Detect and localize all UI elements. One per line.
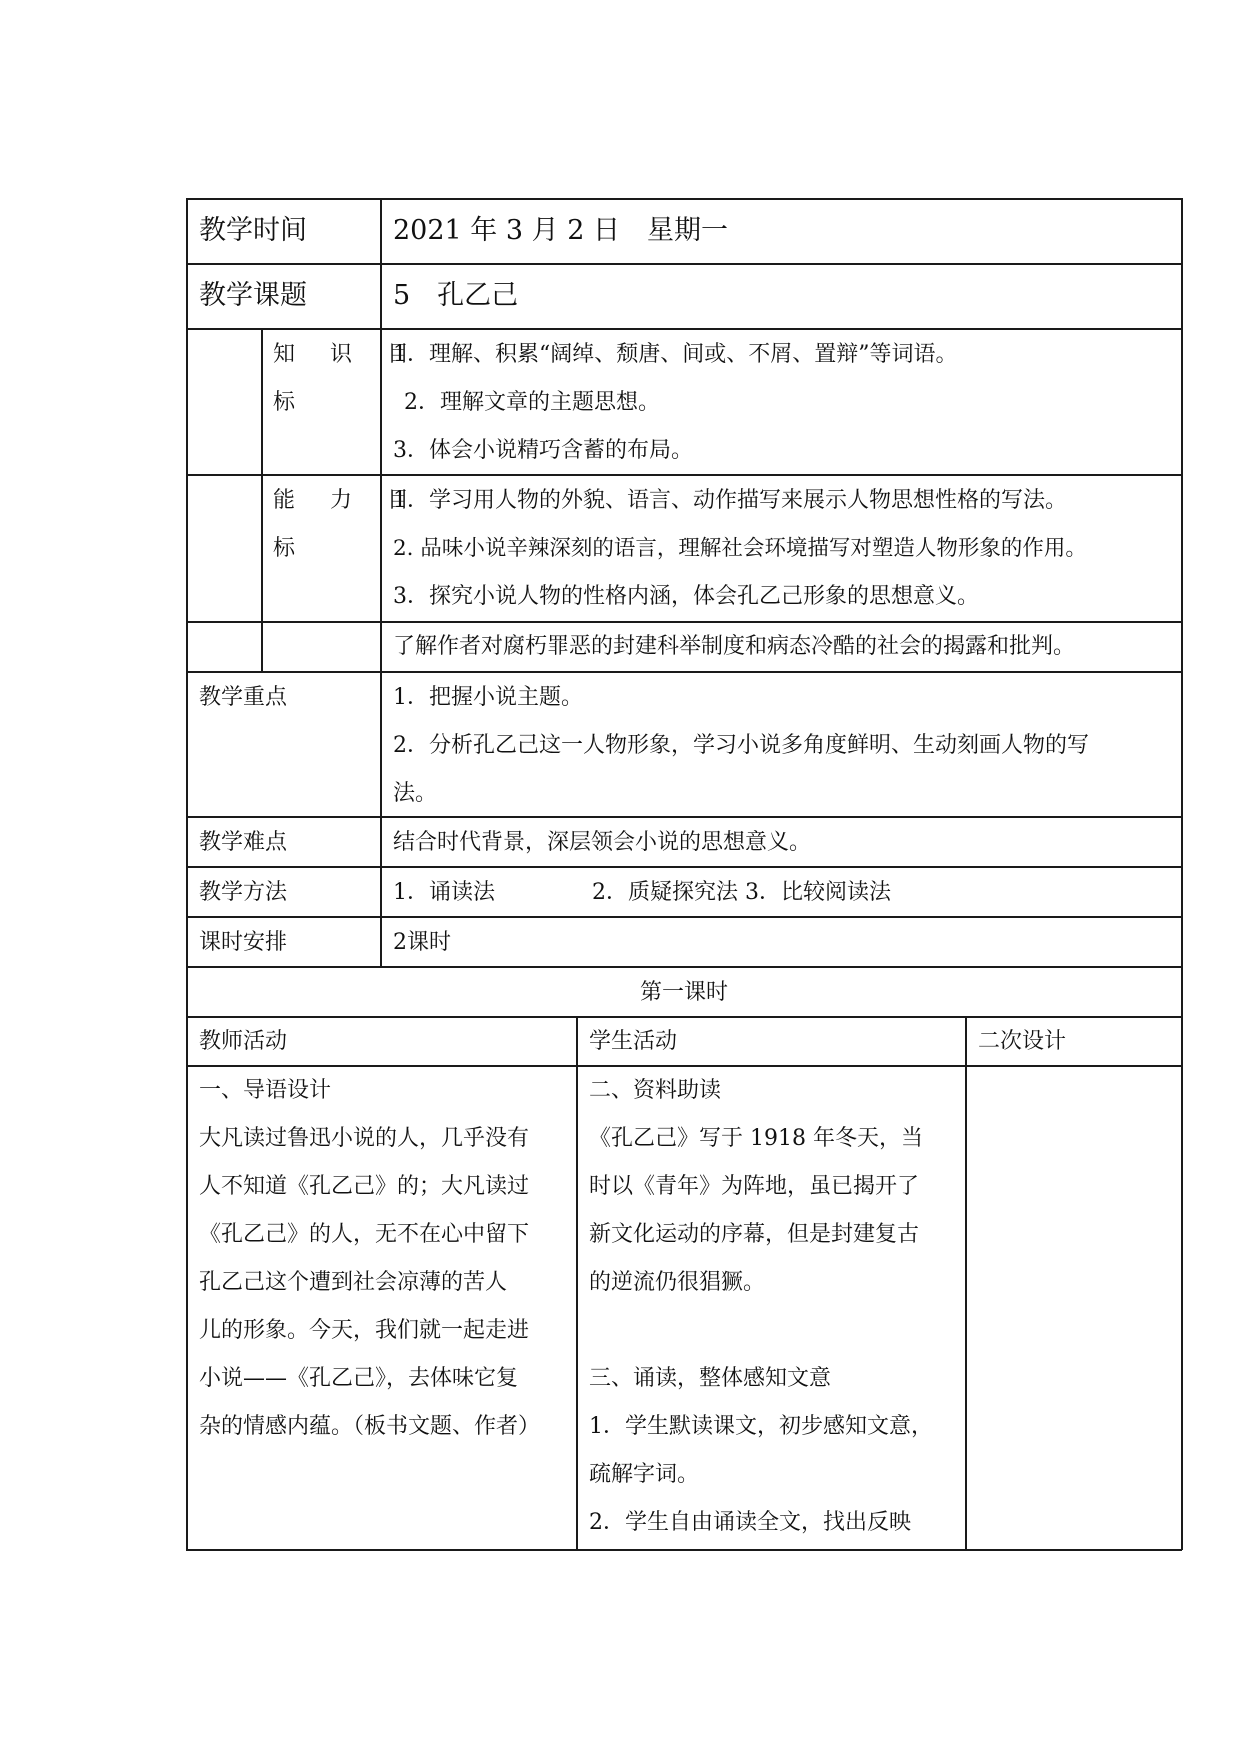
table-row-line	[186, 474, 1182, 476]
table-row-line	[186, 621, 1182, 623]
table-row-line	[186, 816, 1182, 818]
lesson-title: 第一课时	[639, 980, 728, 1005]
teacher-activity-line: 小说——《孔乙己》，去体味它复	[199, 1366, 519, 1391]
ability-goal-item: 1．学习用人物的外貌、语言、动作描写来展示人物思想性格的写法。	[393, 488, 1067, 513]
teacher-activity-line: 一、导语设计	[199, 1078, 332, 1103]
student-activity-line: 三、诵读，整体感知文意	[589, 1366, 832, 1391]
table-row-line	[186, 966, 1182, 968]
column-header-student: 学生活动	[589, 1029, 678, 1054]
table-row-line	[186, 328, 1182, 330]
knowledge-goal-item: 2．理解文章的主题思想。	[404, 390, 660, 415]
difficulty-label: 教学难点	[199, 830, 288, 855]
column-header-teacher: 教师活动	[199, 1029, 288, 1054]
teaching-topic-value: 5 孔乙己	[393, 280, 519, 311]
teacher-activity-line: 儿的形象。今天，我们就一起走进	[199, 1318, 530, 1343]
method-label: 教学方法	[199, 880, 288, 905]
knowledge-goal-label: 知 识 目	[273, 342, 423, 367]
table-border-right	[1181, 198, 1183, 1550]
difficulty-text: 结合时代背景，深层领会小说的思想意义。	[393, 830, 812, 855]
student-activity-line: 新文化运动的序幕，但是封建复古	[589, 1222, 920, 1247]
table-row-line	[186, 263, 1182, 265]
knowledge-goal-item: 3．体会小说精巧含蓄的布局。	[393, 438, 693, 463]
teaching-topic-label: 教学课题	[199, 280, 307, 311]
teacher-activity-line: 大凡读过鲁迅小说的人，几乎没有	[199, 1126, 530, 1151]
table-row-line	[186, 866, 1182, 868]
knowledge-goal-item: 1．理解、积累“阔绰、颓唐、间或、不屑、置辩”等词语。	[393, 342, 958, 367]
ability-goal-item: 2. 品味小说辛辣深刻的语言，理解社会环境描写对塑造人物形象的作用。	[393, 536, 1087, 561]
ability-goal-label: 能 力 目	[273, 488, 423, 513]
table-row-line	[186, 916, 1182, 918]
table-col-line	[261, 328, 263, 671]
student-activity-line: 二、资料助读	[589, 1078, 722, 1103]
table-row-line	[186, 1016, 1182, 1018]
student-activity-line: 时以《青年》为阵地，虽已揭开了	[589, 1174, 920, 1199]
table-border-top	[186, 198, 1182, 200]
teaching-time-value: 2021 年 3 月 2 日 星期一	[393, 215, 728, 246]
knowledge-goal-label-2: 标	[273, 390, 296, 415]
key-points-label: 教学重点	[199, 685, 288, 710]
table-border-left	[186, 198, 188, 1550]
student-activity-line: 《孔乙己》写于 1918 年冬天，当	[589, 1126, 923, 1151]
table-border-bottom	[186, 1549, 1182, 1551]
table-col-line	[380, 198, 382, 966]
student-activity-line: 疏解字词。	[589, 1462, 700, 1487]
schedule-value: 2课时	[393, 930, 451, 955]
method-item-2: 2．质疑探究法 3．比较阅读法	[592, 880, 891, 905]
student-activity-line: 2．学生自由诵读全文，找出反映	[589, 1510, 911, 1535]
teacher-activity-line: 杂的情感内蕴。（板书文题、作者）	[199, 1414, 541, 1439]
table-row-line	[186, 671, 1182, 673]
column-header-redesign: 二次设计	[978, 1029, 1067, 1054]
teaching-time-label: 教学时间	[199, 215, 307, 246]
key-points-line: 1．把握小说主题。	[393, 685, 583, 710]
student-activity-line: 1．学生默读课文，初步感知文意，	[589, 1414, 933, 1439]
teacher-activity-line: 人不知道《孔乙己》的；大凡读过	[199, 1174, 530, 1199]
key-points-line: 2．分析孔乙己这一人物形象，学习小说多角度鲜明、生动刻画人物的写	[393, 733, 1089, 758]
table-col-line	[576, 1016, 578, 1550]
ability-goal-item: 3．探究小说人物的性格内涵，体会孔乙己形象的思想意义。	[393, 584, 979, 609]
emotion-goal-text: 了解作者对腐朽罪恶的封建科举制度和病态冷酷的社会的揭露和批判。	[393, 634, 1076, 659]
student-activity-line: 的逆流仍很猖獗。	[589, 1270, 766, 1295]
teacher-activity-line: 孔乙己这个遭到社会凉薄的苦人	[199, 1270, 508, 1295]
ability-goal-label-2: 标	[273, 536, 296, 561]
schedule-label: 课时安排	[199, 930, 288, 955]
method-item-1: 1．诵读法	[393, 880, 495, 905]
redesign-cell	[967, 1067, 1179, 1547]
key-points-line: 法。	[393, 781, 438, 806]
teacher-activity-line: 《孔乙己》的人，无不在心中留下	[199, 1222, 530, 1247]
